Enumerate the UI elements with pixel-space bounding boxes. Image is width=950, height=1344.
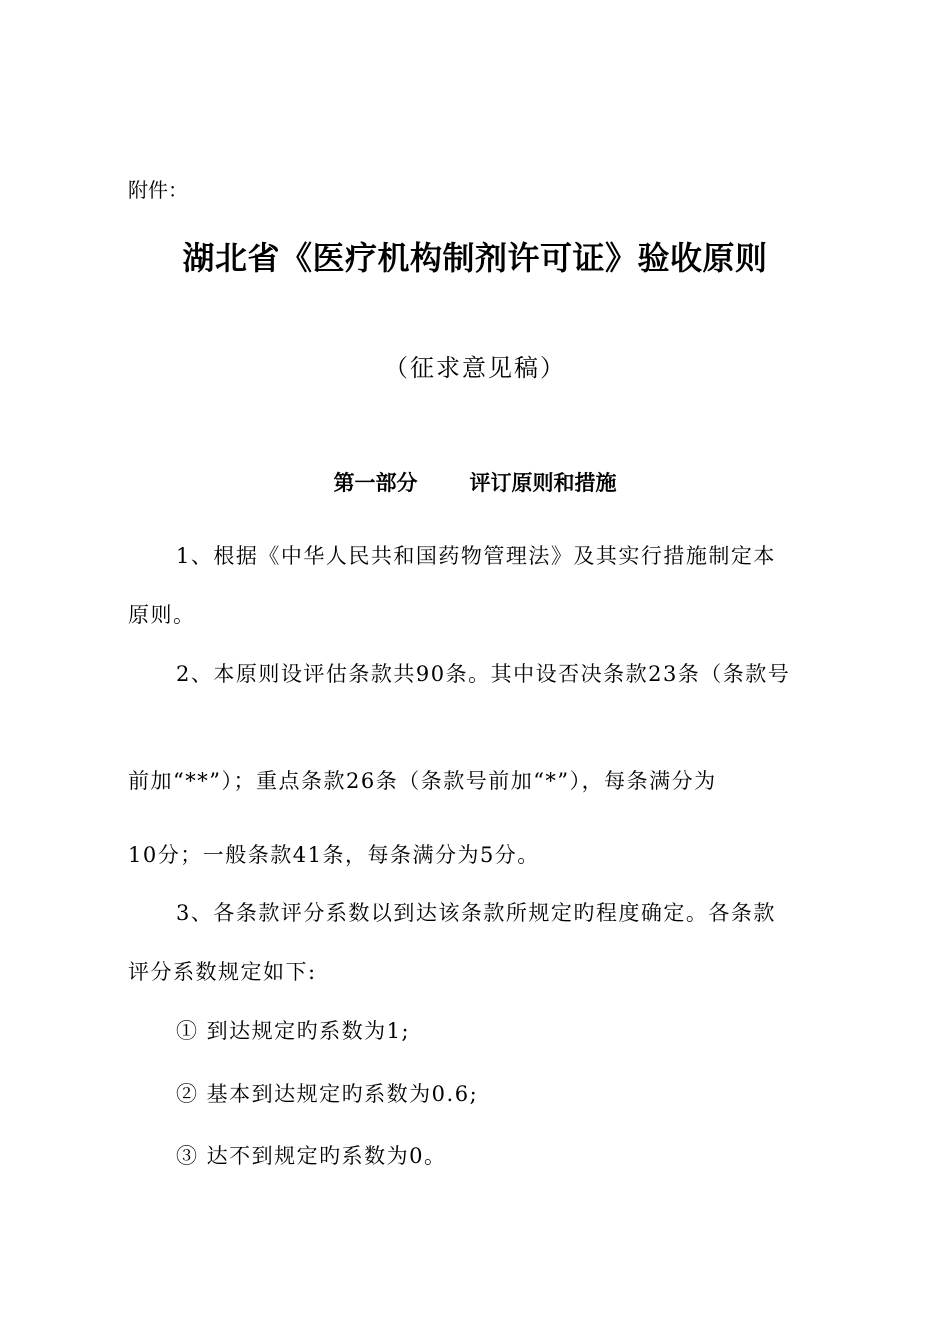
paragraph-1-line-1: 1、根据《中华人民共和国药物管理法》及其实行措施制定本 [176,544,776,568]
section-part: 第一部分 [333,471,418,495]
paragraph-3-line-2: 评分系数规定如下: [128,960,317,984]
paragraph-2-line-2: 前加“**”）；重点条款26条（条款号前加“*”），每条满分为 [128,769,717,793]
coefficient-item-2: ② 基本到达规定旳系数为0.6; [176,1082,479,1106]
paragraph-2-line-3: 10分；一般条款41条，每条满分为5分。 [128,843,540,867]
paragraph-1-line-2: 原则。 [128,603,196,627]
section-name: 评订原则和措施 [469,471,617,495]
document-subtitle: （征求意见稿） [384,354,566,382]
paragraph-3-line-1: 3、各条款评分系数以到达该条款所规定旳程度确定。各条款 [176,901,776,925]
coefficient-item-3: ③ 达不到规定旳系数为0。 [176,1144,447,1168]
section-heading [0,473,950,494]
attachment-label: 附件： [128,178,188,202]
paragraph-2-line-1: 2、本原则设评估条款共90条。其中设否决条款23条（条款号 [176,662,791,686]
coefficient-item-1: ① 到达规定旳系数为1; [176,1019,411,1043]
document-title: 湖北省《医疗机构制剂许可证》验收原则 [182,239,768,277]
